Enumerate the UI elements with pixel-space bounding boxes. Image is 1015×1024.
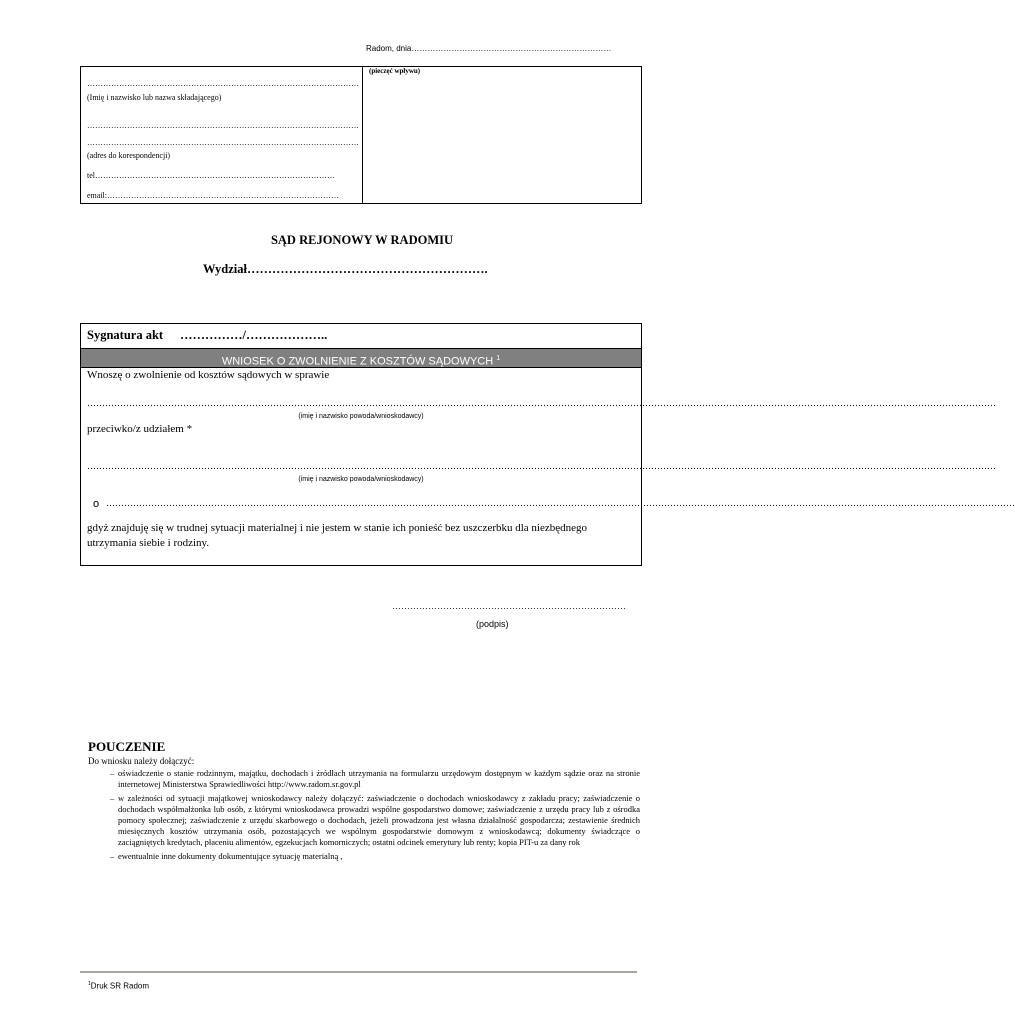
tel-field[interactable]: tel……………………………………………………………………………… <box>87 171 335 180</box>
email-field[interactable]: email:…………………………………………………………………………… <box>87 191 339 200</box>
dash-bullet: – <box>110 768 115 778</box>
form-title-footnote: 1 <box>496 355 501 362</box>
address-line-2[interactable]: ………………………………………………………………………………………… <box>87 138 359 147</box>
case-signature-row <box>81 324 641 349</box>
stamp-label: (pieczęć wpływu) <box>369 67 421 75</box>
defendant-caption: (imię i nazwisko powoda/wnioskodawcy) <box>298 476 424 483</box>
place-date-line: Radom, dnia………………………………………………………………… <box>366 44 612 53</box>
dash-bullet: – <box>110 851 115 861</box>
plaintiff-field[interactable]: …………………………………………………………………………………………………………………………………………………………………………………………………………………………………………………………………………… <box>87 398 996 408</box>
request-text: Wnoszę o zwolnienie od kosztów sądowych w sprawie <box>87 369 330 381</box>
against-text: przeciwko/z udziałem * <box>87 423 193 435</box>
list-item <box>88 768 640 790</box>
footnote-mark: 1 <box>88 981 91 987</box>
address-line-1[interactable]: ………………………………………………………………………………………… <box>87 121 359 130</box>
instructions-heading: POUCZENIE <box>88 739 166 754</box>
signature-caption: (podpis) <box>476 619 509 629</box>
form-title <box>81 349 641 368</box>
applicant-box <box>80 66 642 204</box>
reason-text: gdyż znajduję się w trudnej sytuacji materialnej i nie jestem w stanie ich ponieść bez uszczerbku dla niezbędnego utrzymania siebie i rodziny. <box>87 522 588 549</box>
list-item-text: ewentualnie inne dokumenty dokumentujące sytuację materialną , <box>118 851 343 861</box>
form-title-text: WNIOSEK O ZWOLNIENIE Z KOSZTÓW SĄDOWYCH <box>221 355 494 368</box>
list-item <box>88 793 640 848</box>
instructions-list <box>88 768 640 865</box>
case-signature-field[interactable]: ……………/……………….. <box>180 328 328 342</box>
list-item <box>88 851 640 862</box>
footer-divider <box>80 971 637 973</box>
defendant-field[interactable]: …………………………………………………………………………………………………………………………………………………………………………………………………………………………………………………………………………… <box>87 461 996 471</box>
list-item-text: w zależności od sytuacji majątkowej wnioskodawcy należy dołączyć: zaświadczenie o dochodach wnioskodawcy z zakładu pracy; zaświadczenie o dochodach współmałżonka lub osób, z którymi wnioskodawca prowadzi wspólne gospodarstwo domowe; zaświadczenie z urzędu pracy lub z ośrodka pomocy społecznej; zaświadczenie z urzędu skarbowego o dochodach, jeżeli prowadzona jest własna działalność gospodarcza; zestawienie średnich miesięcznych kosztów utrzymania osób, pozostających we wspólnym gospodarstwie domowym z wnioskodawcą; dokumenty świadczące o zaciągniętych kredytach, płaceniu alimentów, egzekucjach komorniczych; ostatni odcinek emerytury lub renty; kopia PIT-u za dany rok <box>118 793 640 847</box>
plaintiff-caption: (imię i nazwisko powoda/wnioskodawcy) <box>298 413 424 420</box>
applicant-details <box>81 67 363 203</box>
instructions-intro: Do wniosku należy dołączyć: <box>88 756 195 766</box>
footnote-text: Druk SR Radom <box>90 981 150 991</box>
signature-field[interactable]: …………………………………………………………………… <box>392 601 626 611</box>
footnote <box>88 981 149 991</box>
case-subject-field[interactable]: …………………………………………………………………………………………………………………………………………………………………………………………………………………………………………………………………………… <box>106 498 1015 508</box>
list-item-text: oświadczenie o stanie rodzinnym, majątku, dochodach i źródłach utrzymania na formularzu urzędowym dostępnym w każdym sądzie oraz na stronie internetowej Ministerstwa Sprawiedliwości http://www.radom.sr.gov.pl <box>118 768 640 789</box>
dash-bullet: – <box>110 793 115 803</box>
case-signature-label: Sygnatura akt <box>87 328 164 342</box>
address-label: (adres do korespondencji) <box>87 151 171 160</box>
applicant-name-line[interactable]: ………………………………………………………………………………………… <box>87 79 359 88</box>
applicant-name-label: (Imię i nazwisko lub nazwa składającego) <box>87 93 222 102</box>
about-label: o <box>93 498 100 510</box>
court-name: SĄD REJONOWY W RADOMIU <box>270 233 454 247</box>
application-form <box>80 323 1015 566</box>
division-field[interactable]: Wydział…………………………………………………. <box>203 262 488 276</box>
